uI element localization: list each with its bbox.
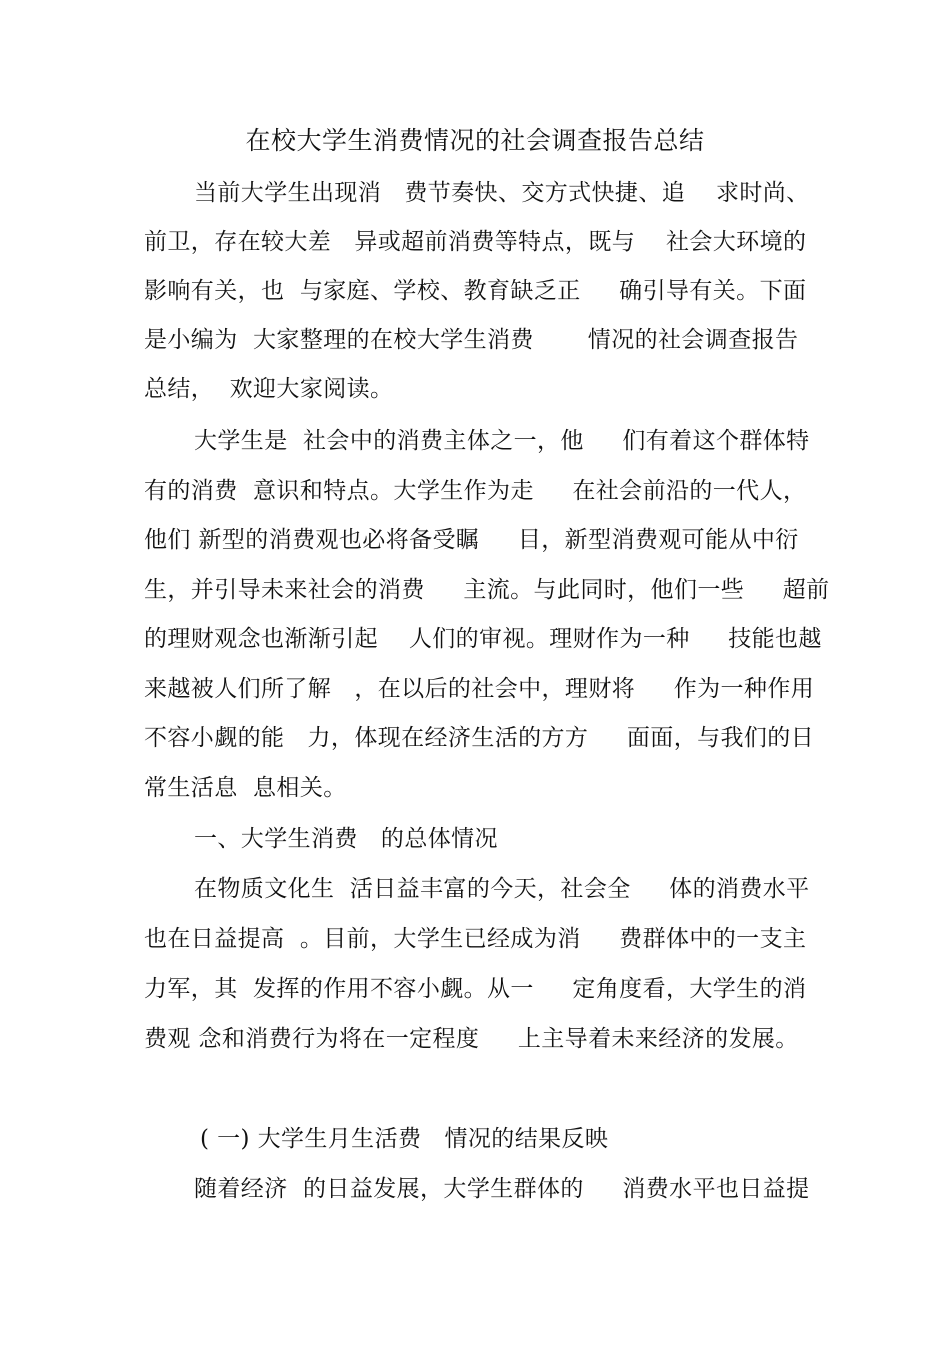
paragraph-line: 费观 念和消费行为将在一定程度 上主导着未来经济的发展。: [144, 1026, 799, 1052]
paragraph-line: 随着经济 的日益发展，大学生群体的 消费水平也日益提: [194, 1176, 810, 1202]
paragraph-line: 当前大学生出现消 费节奏快、交方式快捷、追 求时尚、: [194, 180, 810, 206]
paragraph-line: 在物质文化生 活日益丰富的今天，社会全 体的消费水平: [194, 876, 810, 902]
paragraph-line: 的理财观念也渐渐引起 人们的审视。理财作为一种 技能也越: [144, 626, 822, 652]
paragraph-line: 力军，其 发挥的作用不容小觑。从一 定角度看，大学生的消: [144, 976, 807, 1002]
paragraph-line: 来越被人们所了解 ，在以后的社会中，理财将 作为一种作用: [144, 676, 815, 702]
paragraph-line: 总结， 欢迎大家阅读。: [144, 376, 394, 402]
subsection-heading: ( 一) 大学生月生活费 情况的结果反映: [200, 1126, 609, 1152]
paragraph-line: 影响有关，也 与家庭、学校、教育缺乏正 确引导有关。下面: [144, 278, 807, 304]
paragraph-line: 常生活息 息相关。: [144, 775, 347, 801]
document-title: 在校大学生消费情况的社会调查报告总结: [245, 126, 705, 155]
paragraph-line: 不容小觑的能 力，体现在经济生活的方方 面面，与我们的日: [144, 725, 815, 751]
paragraph-line: 有的消费 意识和特点。大学生作为走 在社会前沿的一代人，: [144, 478, 807, 504]
section-heading: 一、大学生消费 的总体情况: [194, 826, 498, 852]
paragraph-line: 大学生是 社会中的消费主体之一，他 们有着这个群体特: [194, 428, 810, 454]
paragraph-line: 也在日益提高 。目前，大学生已经成为消 费群体中的一支主: [144, 926, 807, 952]
paragraph-line: 他们 新型的消费观也必将备受瞩 目，新型消费观可能从中衍: [144, 527, 799, 553]
paragraph-line: 是小编为 大家整理的在校大学生消费 情况的社会调查报告: [144, 327, 799, 353]
paragraph-line: 前卫，存在较大差 异或超前消费等特点，既与 社会大环境的: [144, 229, 807, 255]
paragraph-line: 生，并引导未来社会的消费 主流。与此同时，他们一些 超前: [144, 577, 830, 603]
